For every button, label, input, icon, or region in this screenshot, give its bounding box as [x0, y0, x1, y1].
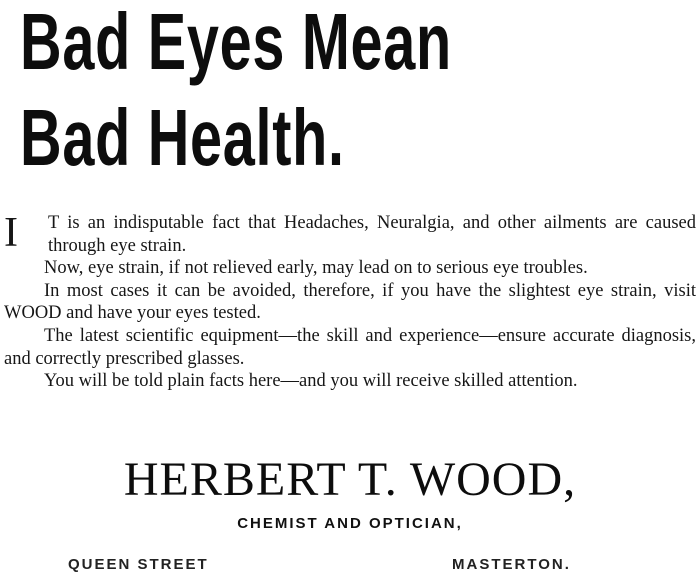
advertiser-town: MASTERTON. [452, 556, 571, 573]
advertisement-body [4, 212, 696, 393]
body-paragraph-4: The latest scientific equipment—the skill and experience—ensure accurate diagnosis, and correctly prescribed glasses. [4, 325, 696, 369]
body-paragraph-3: In most cases it can be avoided, therefore, if you have the slightest eye strain, visit WOOD and have your eyes tested. [4, 280, 696, 324]
headline-line-1: Bad Eyes Mean [20, 0, 452, 86]
advertiser-occupation: CHEMIST AND OPTICIAN, [237, 515, 463, 532]
body-paragraph-1 [4, 212, 696, 257]
advertiser-name: HERBERT T. WOOD, [123, 453, 577, 506]
advertiser-street: QUEEN STREET [68, 556, 209, 573]
body-paragraph-5: You will be told plain facts here—and you will receive skilled attention. [44, 371, 578, 392]
paragraph-1-text: T is an indisputable fact that Headaches, Neuralgia, and other ailments are caused through eye strain. [48, 213, 696, 256]
body-paragraph-2: Now, eye strain, if not relieved early, may lead on to serious eye troubles. [44, 258, 588, 279]
drop-cap: I [4, 210, 18, 256]
headline-line-2: Bad Health. [20, 93, 345, 182]
